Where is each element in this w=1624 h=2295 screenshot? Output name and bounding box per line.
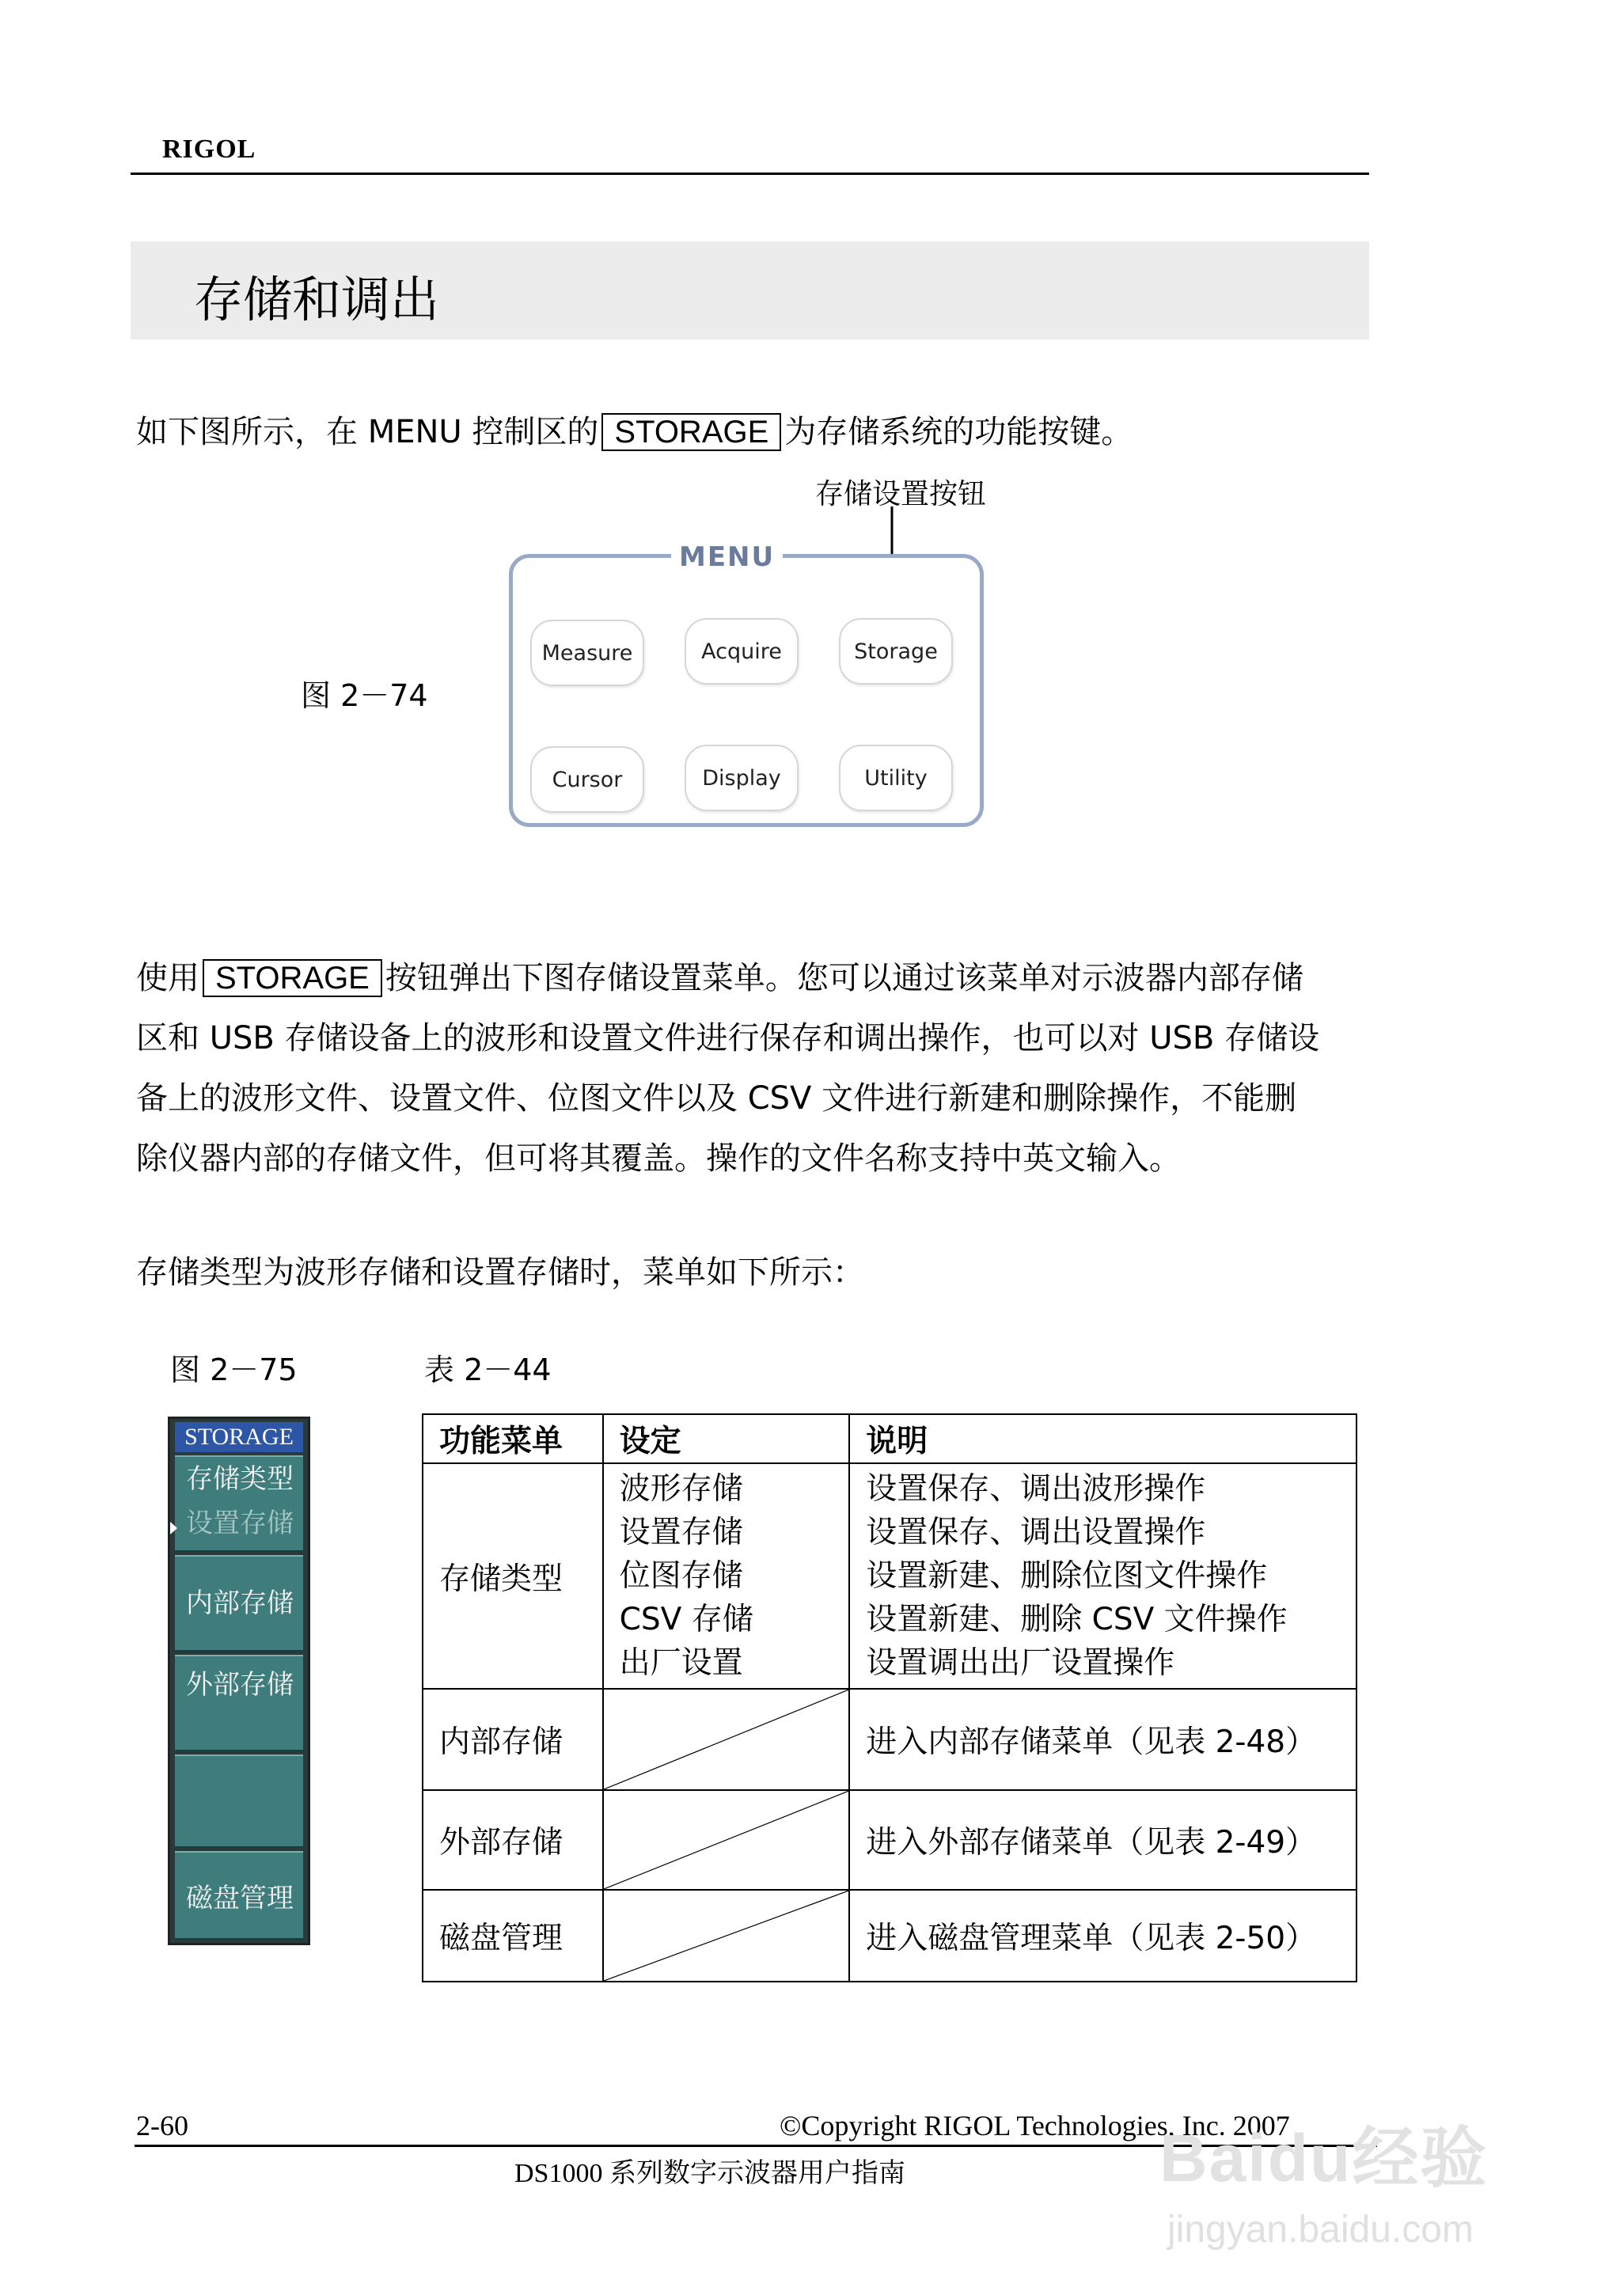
row-internal-description: 进入内部存储菜单（见表 2-48） bbox=[849, 1689, 1356, 1790]
disk-management-softkey[interactable]: 磁盘管理 bbox=[175, 1851, 303, 1940]
body-line-1 bbox=[136, 948, 1319, 1008]
row-disk-menu: 磁盘管理 bbox=[423, 1890, 603, 1982]
storage-callout-label: 存储设置按钮 bbox=[815, 478, 987, 510]
body-line-3: 备上的波形文件、设置文件、位图文件以及 CSV 文件进行新建和删除操作，不能删 bbox=[136, 1080, 1297, 1117]
body-lead: 使用 bbox=[136, 960, 199, 996]
header-description: 说明 bbox=[849, 1414, 1356, 1463]
storage-button[interactable]: Storage bbox=[839, 618, 953, 685]
row-internal-empty-cell bbox=[603, 1689, 850, 1790]
table-row bbox=[423, 1463, 1356, 1689]
body-line-2: 区和 USB 存储设备上的波形和设置文件进行保存和调出操作，也可以对 USB 存储设 bbox=[136, 1020, 1320, 1056]
measure-button[interactable]: Measure bbox=[530, 620, 644, 686]
row-storage-type-descriptions bbox=[849, 1463, 1356, 1689]
diagonal-slash-icon bbox=[604, 1791, 849, 1889]
header-divider bbox=[131, 173, 1369, 175]
table-44-label: 表 2－44 bbox=[424, 1352, 552, 1387]
section-title: 存储和调出 bbox=[194, 271, 440, 328]
function-menu-table bbox=[422, 1413, 1357, 1982]
intro-text-before: 如下图所示，在 MENU 控制区的 bbox=[136, 414, 599, 450]
desc-csv: 设置新建、删除 CSV 文件操作 bbox=[866, 1602, 1288, 1637]
setting-bitmap: 位图存储 bbox=[619, 1558, 743, 1594]
external-storage-softkey[interactable]: 外部存储 bbox=[175, 1655, 303, 1751]
utility-button[interactable]: Utility bbox=[839, 745, 953, 811]
brand-logo-text: RIGOL bbox=[162, 135, 256, 164]
row-external-empty-cell bbox=[603, 1790, 850, 1890]
figure-74-label: 图 2－74 bbox=[301, 678, 428, 713]
body-line-1-rest: 按钮弹出下图存储设置菜单。您可以通过该菜单对示波器内部存储 bbox=[385, 960, 1303, 996]
table-row bbox=[423, 1890, 1356, 1982]
setting-factory: 出厂设置 bbox=[619, 1645, 743, 1681]
body-paragraph bbox=[136, 948, 1319, 1189]
storage-type-title: 存储类型 bbox=[186, 1463, 294, 1495]
manual-subtitle: DS1000 系列数字示波器用户指南 bbox=[514, 2159, 905, 2188]
setting-csv: CSV 存储 bbox=[619, 1602, 753, 1637]
desc-setup: 设置保存、调出设置操作 bbox=[866, 1515, 1206, 1550]
oscilloscope-storage-menu bbox=[168, 1417, 310, 1945]
row-disk-empty-cell bbox=[603, 1890, 850, 1982]
setting-setup: 设置存储 bbox=[619, 1515, 743, 1550]
row-storage-type-settings bbox=[603, 1463, 850, 1689]
section-title-band bbox=[131, 241, 1369, 340]
display-button[interactable]: Display bbox=[685, 745, 799, 811]
storage-menu-header: STORAGE bbox=[175, 1422, 303, 1452]
storage-type-value: 设置存储 bbox=[186, 1508, 294, 1539]
diagonal-slash-icon bbox=[604, 1690, 849, 1789]
row-internal-menu: 内部存储 bbox=[423, 1689, 603, 1790]
internal-storage-softkey[interactable]: 内部存储 bbox=[175, 1555, 303, 1652]
intro-text-after: 为存储系统的功能按键。 bbox=[784, 414, 1133, 450]
storage-key-label: STORAGE bbox=[601, 413, 781, 451]
storage-type-softkey[interactable] bbox=[175, 1455, 303, 1552]
selection-pointer-icon bbox=[170, 1522, 177, 1534]
row-storage-type-menu: 存储类型 bbox=[423, 1463, 603, 1689]
diagonal-slash-icon bbox=[604, 1891, 849, 1981]
table-row bbox=[423, 1689, 1356, 1790]
copyright-text: ©Copyright RIGOL Technologies, Inc. 2007 bbox=[780, 2110, 1290, 2141]
menu-intro-text: 存储类型为波形存储和设置存储时，菜单如下所示： bbox=[136, 1254, 864, 1291]
desc-factory: 设置调出出厂设置操作 bbox=[866, 1645, 1175, 1681]
figure-75-label: 图 2－75 bbox=[170, 1352, 298, 1387]
storage-key-label-2: STORAGE bbox=[203, 959, 382, 997]
header-setting: 设定 bbox=[603, 1414, 850, 1463]
acquire-button[interactable]: Acquire bbox=[685, 618, 799, 685]
cursor-button[interactable]: Cursor bbox=[530, 746, 644, 813]
row-disk-description: 进入磁盘管理菜单（见表 2-50） bbox=[849, 1890, 1356, 1982]
menu-panel-title: MENU bbox=[671, 541, 783, 573]
page-number: 2-60 bbox=[136, 2110, 188, 2141]
watermark-logo: Baidu经验 bbox=[1159, 2121, 1489, 2195]
body-line-4: 除仪器内部的存储文件，但可将其覆盖。操作的文件名称支持中英文输入。 bbox=[136, 1140, 1181, 1177]
table-header-row bbox=[423, 1414, 1356, 1463]
watermark-url: jingyan.baidu.com bbox=[1167, 2209, 1474, 2251]
header-function-menu: 功能菜单 bbox=[423, 1414, 603, 1463]
menu-control-panel bbox=[509, 554, 984, 827]
setting-waveform: 波形存储 bbox=[619, 1471, 743, 1507]
blank-softkey[interactable] bbox=[175, 1754, 303, 1848]
desc-bitmap: 设置新建、删除位图文件操作 bbox=[866, 1558, 1268, 1594]
row-external-description: 进入外部存储菜单（见表 2-49） bbox=[849, 1790, 1356, 1890]
table-row bbox=[423, 1790, 1356, 1890]
desc-waveform: 设置保存、调出波形操作 bbox=[866, 1471, 1206, 1507]
row-external-menu: 外部存储 bbox=[423, 1790, 603, 1890]
intro-paragraph bbox=[136, 402, 1133, 462]
